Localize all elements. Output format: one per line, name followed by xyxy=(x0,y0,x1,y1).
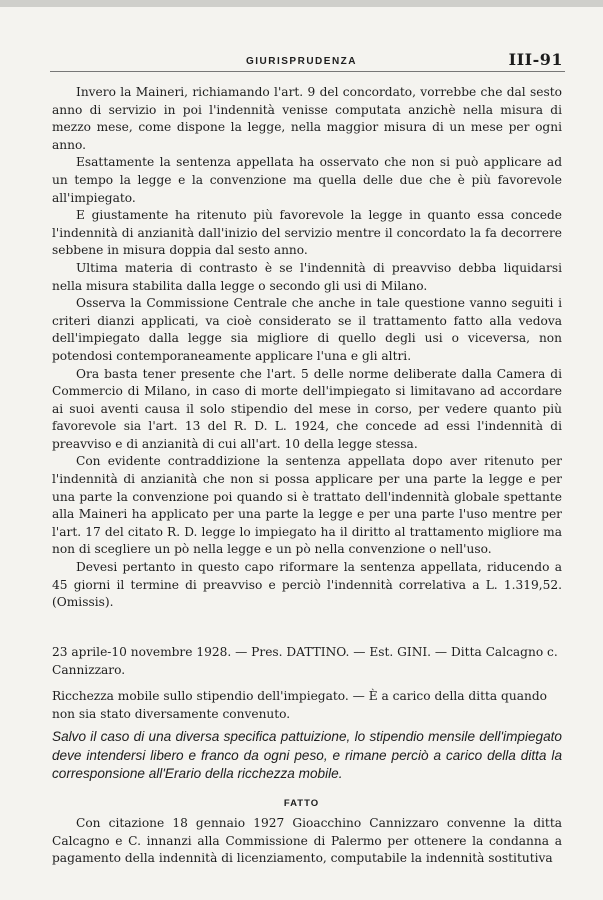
paragraph: Devesi pertanto in questo capo riformare la sentenza appellata, riducendo a 45 giorni il termine di preavviso e perciò l'indennità correlativa a L. 1.319,52. (Omissis). xyxy=(52,560,562,610)
paragraph: Osserva la Commissione Centrale che anche in tale questione vanno seguiti i criteri dianzi applicati, va cioè considerato se il trattamento fatto alla vedova dell'impiegato dalla legge sia migliore di quello degli usi o viceversa, non potendosi contemporaneamente applicare l'una e gli altri. xyxy=(52,296,562,363)
fatto-body xyxy=(52,815,562,868)
massima-block xyxy=(52,728,562,784)
page-number: III-91 xyxy=(508,50,563,69)
body-text xyxy=(52,84,562,612)
paragraph: E giustamente ha ritenuto più favorevole la legge in quanto essa concede l'indennità di anzianità dall'inizio del servizio mentre il concordato la fa decorrere sebbene in misura doppia dal sesto anno. xyxy=(52,208,562,258)
decision-heading-block xyxy=(52,644,562,679)
running-title: GIURISPRUDENZA xyxy=(245,56,357,67)
paragraph: Invero la Maineri, richiamando l'art. 9 del concordato, vorrebbe che dal sesto anno di servizio in poi l'indennità venisse computata anzichè nella misura di mezzo mese, come dispone la legge, nella maggior misura di un mese per ogni anno. xyxy=(52,85,562,152)
summary-text: Ricchezza mobile sullo stipendio dell'impiegato. — È a carico della ditta quando non sia stato diversamente convenuto. xyxy=(52,689,547,721)
paragraph: Ultima materia di contrasto è se l'indennità di preavviso debba liquidarsi nella misura stabilita dalla legge o secondo gli usi di Milano. xyxy=(52,260,562,293)
header-divider xyxy=(50,71,565,72)
fatto-paragraph: Con citazione 18 gennaio 1927 Gioacchino Cannizzaro convenne la ditta Calcagno e C. innanzi alla Commissione di Palermo per ottenere la condanna a pagamento della indennità di licenziamento, computabile la indennità sostitutiva xyxy=(52,816,562,866)
fatto-heading: FATTO xyxy=(283,798,320,809)
scan-top-edge xyxy=(0,0,603,7)
paragraph: Con evidente contraddizione la sentenza appellata dopo aver ritenuto per l'indennità di anzianità che non si possa applicare per una parte la legge e per una parte la convenzione poi quando si è trattato dell'indennità globale spettante alla Maineri ha applicato per una parte la legge e per una parte l'uso mentre per l'art. 17 del citato R. D. legge lo impiegato ha il diritto al trattamento migliore ma non di scegliere un pò nella legge e un pò nella convenzione o nell'uso. xyxy=(52,454,562,557)
massima-text: Salvo il caso di una diversa specifica pattuizione, lo stipendio mensile dell'impiegato deve intendersi libero e franco da ogni peso, e rimane perciò a carico della ditta la corresponsione all'Erario della ricchezza mobile. xyxy=(52,729,562,781)
summary-block xyxy=(52,688,562,723)
paragraph: Esattamente la sentenza appellata ha osservato che non si può applicare ad un tempo la legge e la convenzione ma quella delle due che è più favorevole all'impiegato. xyxy=(52,155,562,205)
paragraph: Ora basta tener presente che l'art. 5 delle norme deliberate dalla Camera di Commercio di Milano, in caso di morte dell'impiegato si limitavano ad accordare ai suoi aventi causa il solo stipendio del mese in corso, per vedere quanto più favorevole sia l'art. 13 del R. D. L. 1924, che concede ad essi l'indennità di preavviso e di anzianità di cui all'art. 10 della legge stessa. xyxy=(52,366,562,451)
decision-heading: 23 aprile-10 novembre 1928. — Pres. DATTINO. — Est. GINI. — Ditta Calcagno c. Cannizzaro. xyxy=(52,645,558,677)
